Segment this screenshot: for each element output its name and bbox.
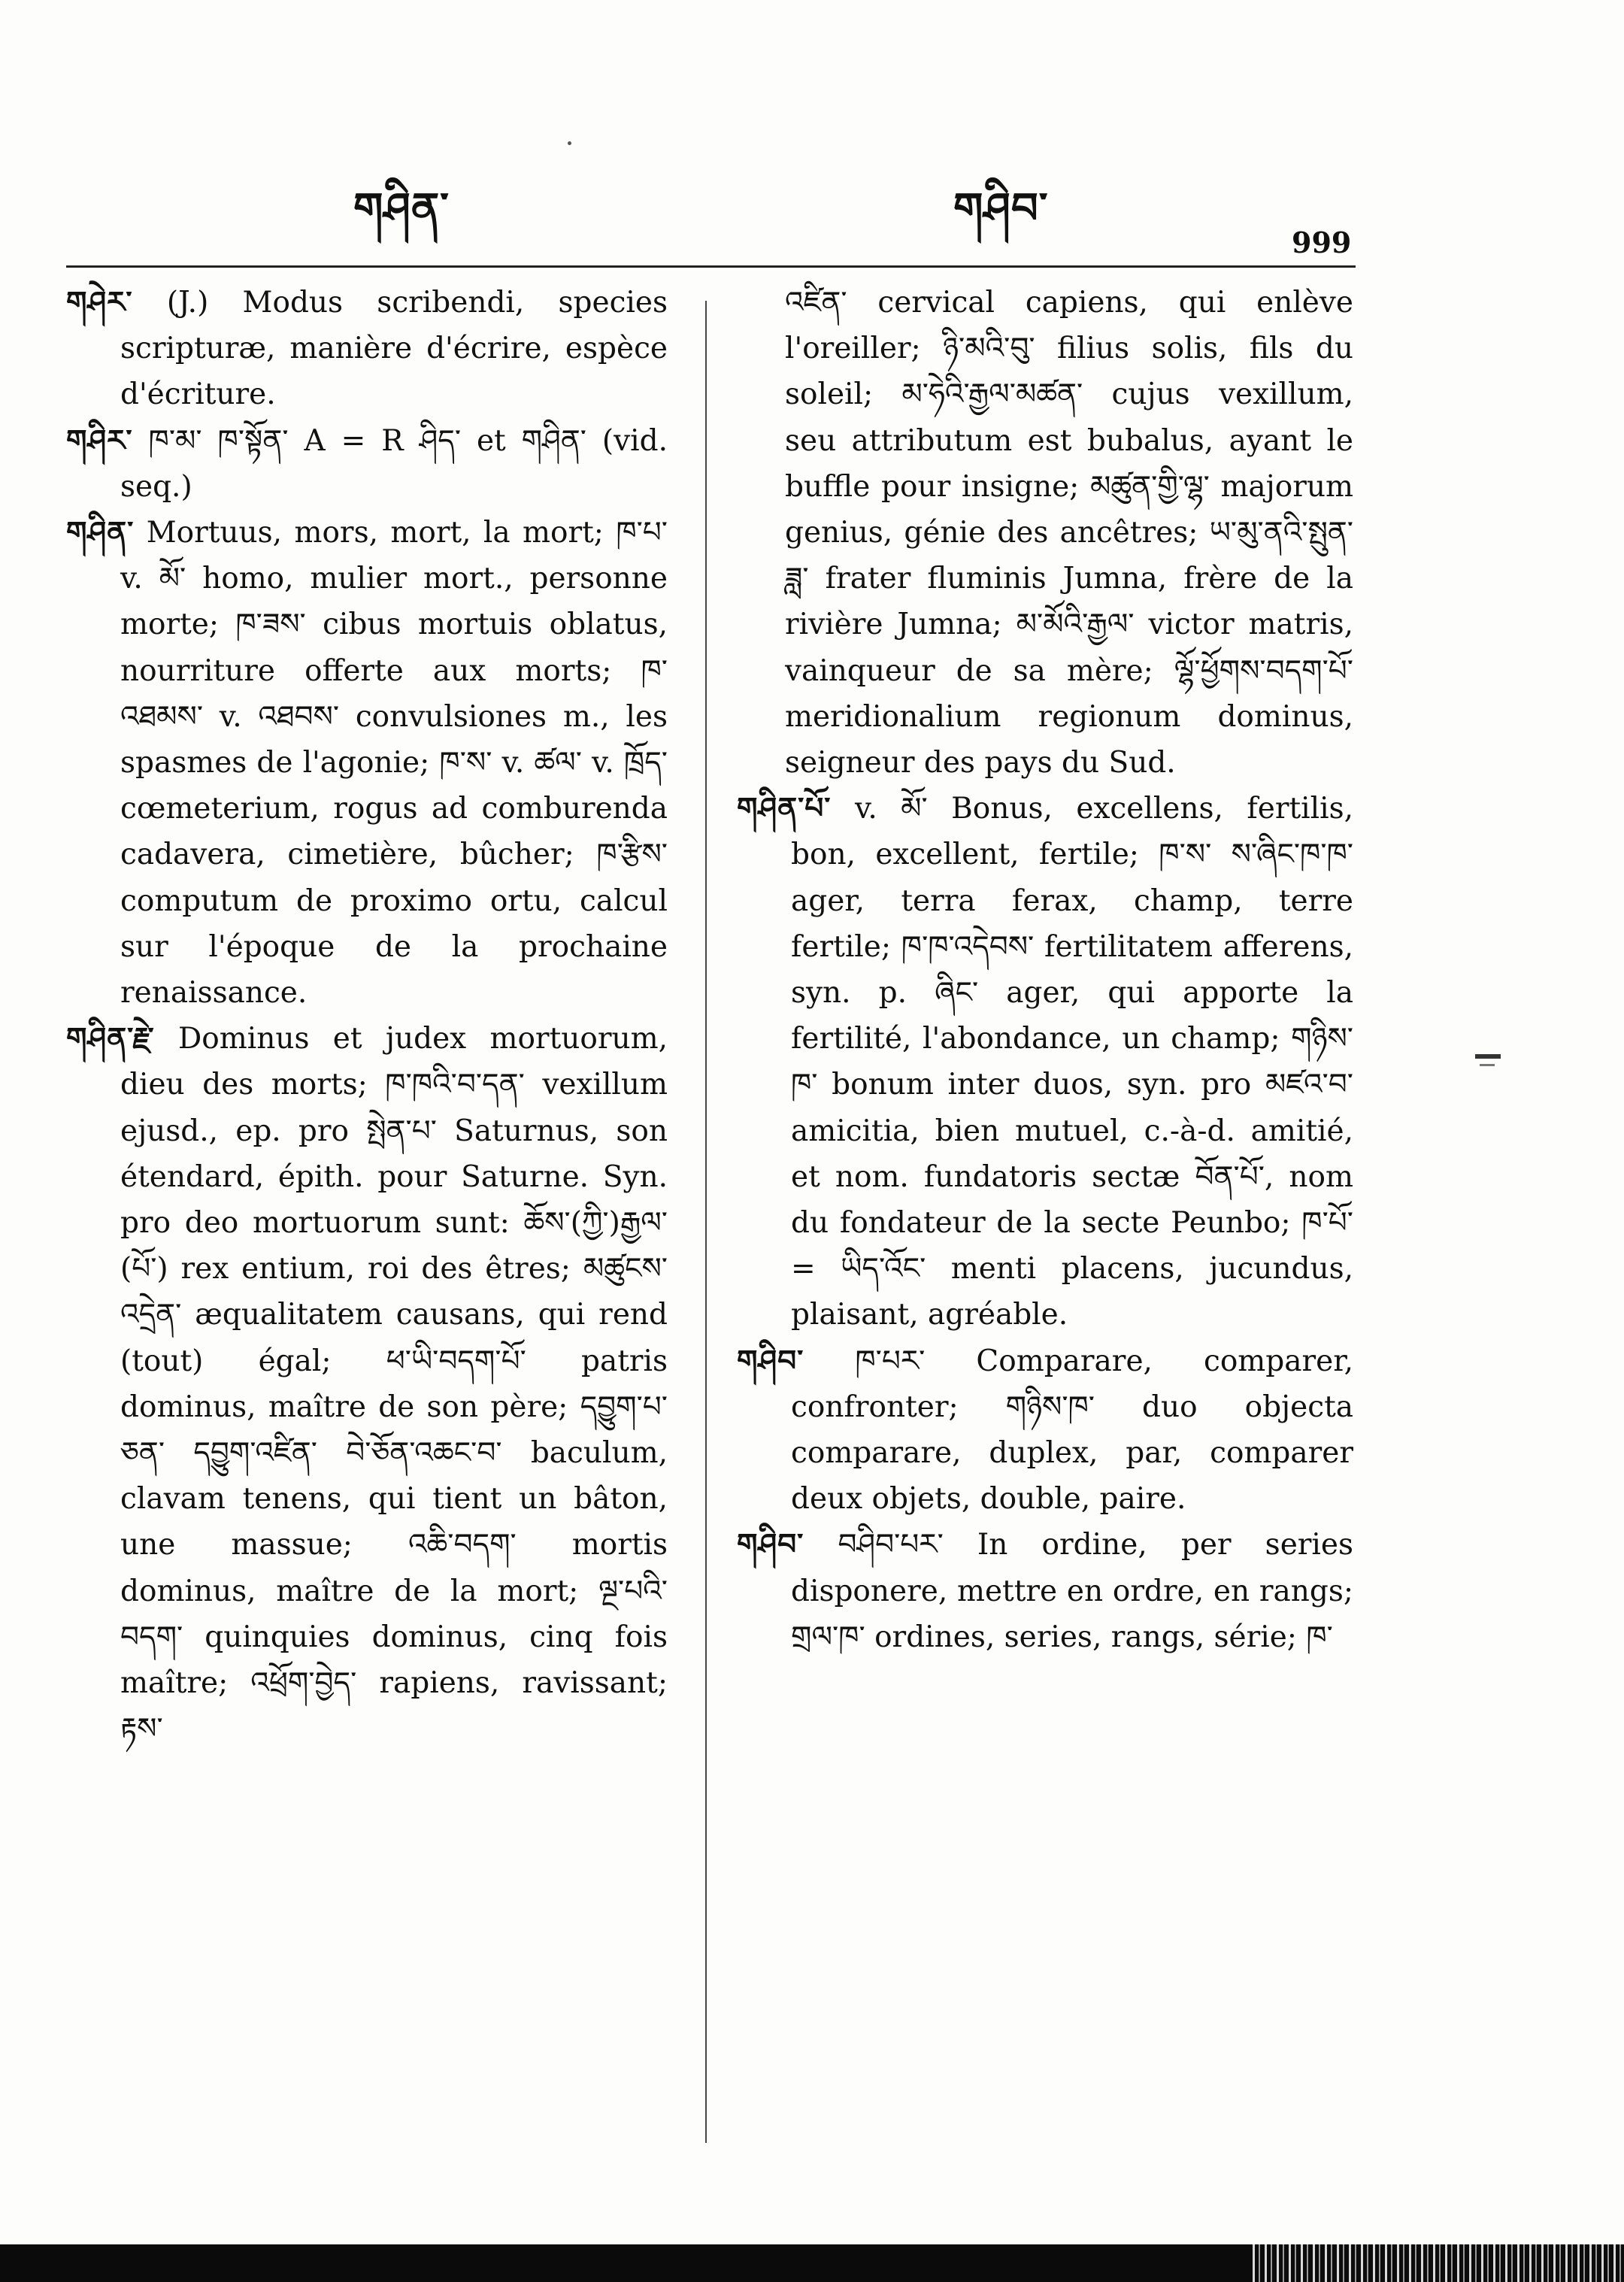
entry-text: Dominus et judex mortuorum, dieu des morts; ཁ་ཁའི་བ་དན་ vexillum ejusd., ep. pro སྤེན་པ་ Saturnus, son étendard, épith. pour Saturne. Syn. pro deo mortuorum sunt: ཆོས་(ཀྱི་)རྒྱལ་(པོ་) rex entium, roi des êtres; མཚུངས་འདྲེན་ æqualitatem causans, qui rend (tout) égal; ཕ་ཡི་བདག་པོ་ patris dominus, maître de son père; དབྱུག་པ་ཅན་ དབྱུག་འཛིན་ བེ་ཅོན་འཆང་བ་ baculum, clavam tenens, qui tient un bâton, une massue; འཆི་བདག་ mortis dominus, maître de la mort; ལྔ་པའི་བདག་ quinquies dominus, cinq fois maître; འཕྲོག་བྱེད་ rapiens, ravissant; རྟས་	[120, 1022, 668, 1747]
scan-border	[0, 2244, 1624, 2282]
left-column	[66, 280, 668, 1753]
running-head-right: གཤིབ་	[953, 184, 1049, 233]
dictionary-entry	[737, 1338, 1353, 1523]
entry-text: (J.) Modus scribendi, species scripturæ, manière d'écrire, espèce d'écriture.	[120, 286, 668, 412]
entry-headword: གཤིར་	[66, 423, 133, 458]
header-rule	[66, 265, 1356, 268]
page-number: 999	[1292, 226, 1352, 259]
margin-mark	[1475, 1054, 1501, 1059]
entry-text: v. མོ་ Bonus, excellens, fertilis, bon, excellent, fertile; ཁ་ས་ ས་ཞིང་ཁ་ཁ་ ager, terra ferax, champ, terre fertile; ཁ་ཁ་འདེབས་ fertilitatem afferens, syn. p. ཞིང་ ager, qui apporte la fertilité, l'abondance, un champ; གཉིས་ཁ་ bonum inter duos, syn. pro མཛའ་བ་ amicitia, bien mutuel, c.-à-d. amitié, et nom. fundatoris sectæ བོན་པོ་, nom du fondateur de la secte Peunbo; ཁ་པོ་ = ཡིད་འོང་ menti placens, jucundus, plaisant, agréable.	[791, 792, 1353, 1332]
entry-text: ཁ་པར་ Comparare, comparer, confronter; གཉིས་ཁ་ duo objecta comparare, duplex, par, comparer deux objets, double, paire.	[791, 1344, 1353, 1517]
dictionary-entry	[66, 418, 668, 510]
entry-text: བཤིབ་པར་ In ordine, per series disponere, mettre en ordre, en rangs; གྲལ་ཁ་ ordines, series, rangs, série; ཁ་	[791, 1528, 1353, 1654]
entry-text: ཁ་མ་ ཁ་སྟོན་ A = R ཤིད་ et གཤིན་ (vid. seq.)	[120, 423, 668, 504]
entry-text: འཛིན་ cervical capiens, qui enlève l'oreiller; ཉི་མའི་བུ་ filius solis, fils du soleil; མ་ཧེའི་རྒྱལ་མཚན་ cujus vexillum, seu attributum est bubalus, ayant le buffle pour insigne; མཚུན་གྱི་ལྷ་ majorum genius, génie des ancêtres; ཡ་མུ་ནའི་སྤུན་ཟླ་ frater fluminis Jumna, frère de la rivière Jumna; མ་མོའི་རྒྱལ་ victor matris, vainqueur de sa mère; ལྷོ་ཕྱོགས་བདག་པོ་ meridionalium regionum dominus, seigneur des pays du Sud.	[785, 286, 1353, 780]
running-head-left: གཤིན་	[353, 184, 450, 233]
dictionary-entry	[66, 1016, 668, 1752]
dictionary-entry	[66, 280, 668, 418]
scan-noise	[1248, 2244, 1624, 2282]
dictionary-entry	[737, 1522, 1353, 1660]
entry-headword: གཤིན་	[66, 516, 135, 550]
dictionary-entry	[66, 510, 668, 1016]
margin-mark	[1480, 1064, 1495, 1066]
entry-headword: གཤེར་	[66, 286, 133, 320]
entry-headword: གཤིབ་	[737, 1528, 804, 1562]
dictionary-entry	[737, 786, 1353, 1338]
entry-headword: གཤིབ་	[737, 1344, 804, 1378]
right-column	[737, 280, 1353, 1660]
column-divider	[705, 301, 707, 2143]
dictionary-entry-continued	[737, 280, 1353, 786]
entry-headword: གཤིན་པོ་	[737, 792, 832, 826]
scan-speck	[568, 141, 571, 145]
entry-text: Mortuus, mors, mort, la mort; ཁ་པ་ v. མོ་ homo, mulier mort., personne morte; ཁ་ཟས་ cibus mortuis oblatus, nourriture offerte aux morts; ཁ་འཐམས་ v. འཐབས་ convulsiones m., les spasmes de l'agonie; ཁ་ས་ v. ཚལ་ v. ཁྲོད་ cœmeterium, rogus ad comburenda cadavera, cimetière, bûcher; ཁ་རྩིས་ computum de proximo ortu, calcul sur l'époque de la prochaine renaissance.	[120, 516, 668, 1011]
entry-headword: གཤིན་རྗེ་	[66, 1022, 155, 1056]
